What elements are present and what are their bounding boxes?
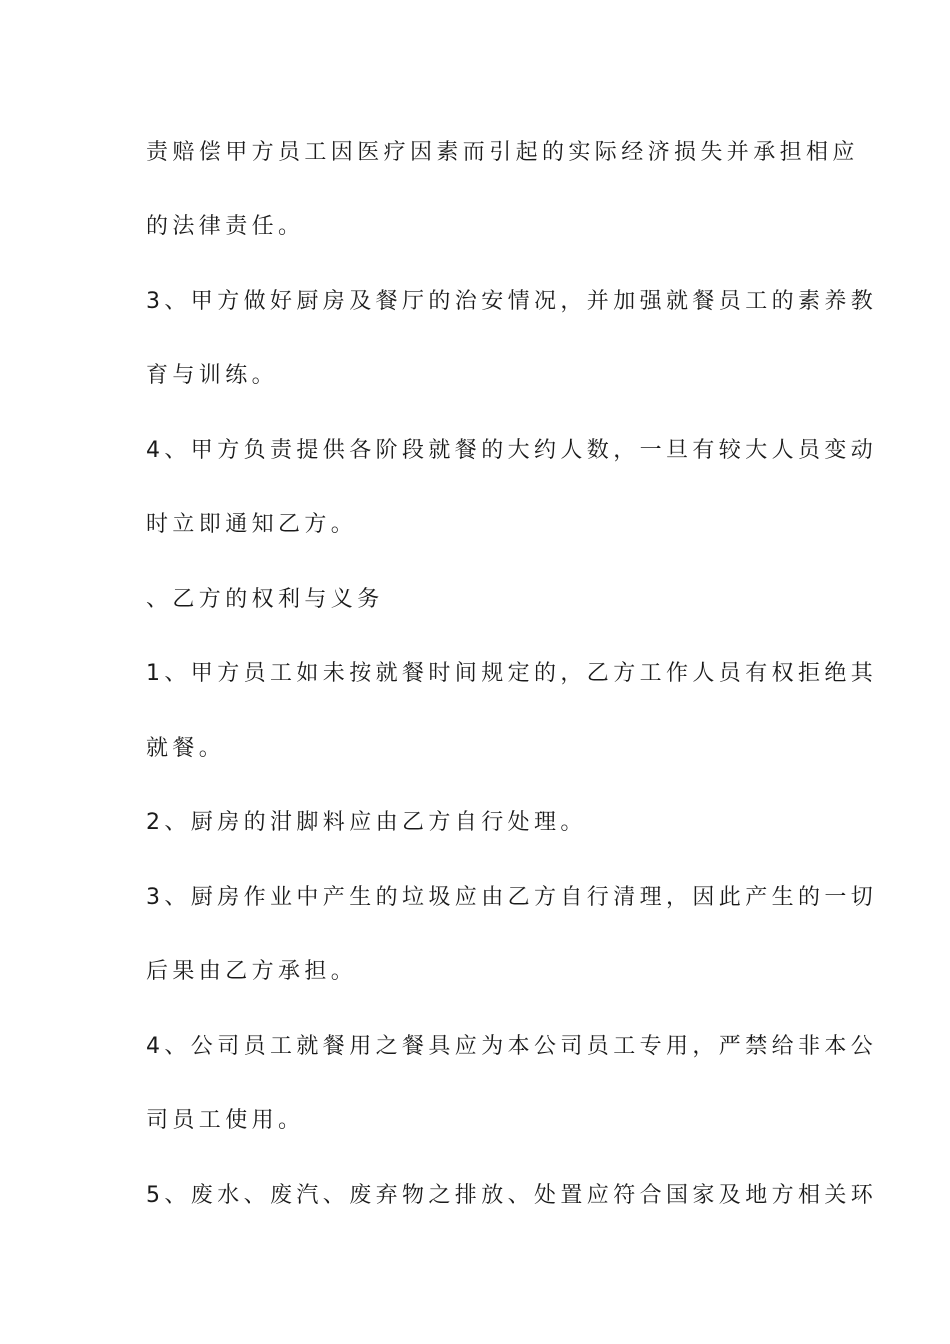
section-heading: 、乙方的权利与义务 — [146, 587, 384, 612]
text-line: 4、公司员工就餐用之餐具应为本公司员工专用，严禁给非本公 — [146, 1034, 878, 1059]
text-line: 3、甲方做好厨房及餐厅的治安情况，并加强就餐员工的素养教 — [146, 289, 878, 314]
text-line: 育与训练。 — [146, 363, 279, 388]
text-line: 2、厨房的泔脚料应由乙方自行处理。 — [146, 810, 587, 835]
text-line: 5、废水、废汽、废弃物之排放、处置应符合国家及地方相关环 — [146, 1183, 878, 1208]
text-line: 4、甲方负责提供各阶段就餐的大约人数，一旦有较大人员变动 — [146, 438, 878, 463]
text-line: 司员工使用。 — [146, 1108, 305, 1133]
text-line: 后果由乙方承担。 — [146, 959, 358, 984]
text-line: 时立即通知乙方。 — [146, 512, 358, 537]
text-line: 责赔偿甲方员工因医疗因素而引起的实际经济损失并承担相应 — [146, 140, 859, 165]
text-line: 1、甲方员工如未按就餐时间规定的，乙方工作人员有权拒绝其 — [146, 661, 878, 686]
text-line: 的法律责任。 — [146, 214, 305, 239]
text-line: 3、厨房作业中产生的垃圾应由乙方自行清理，因此产生的一切 — [146, 885, 878, 910]
text-line: 就餐。 — [146, 736, 226, 761]
